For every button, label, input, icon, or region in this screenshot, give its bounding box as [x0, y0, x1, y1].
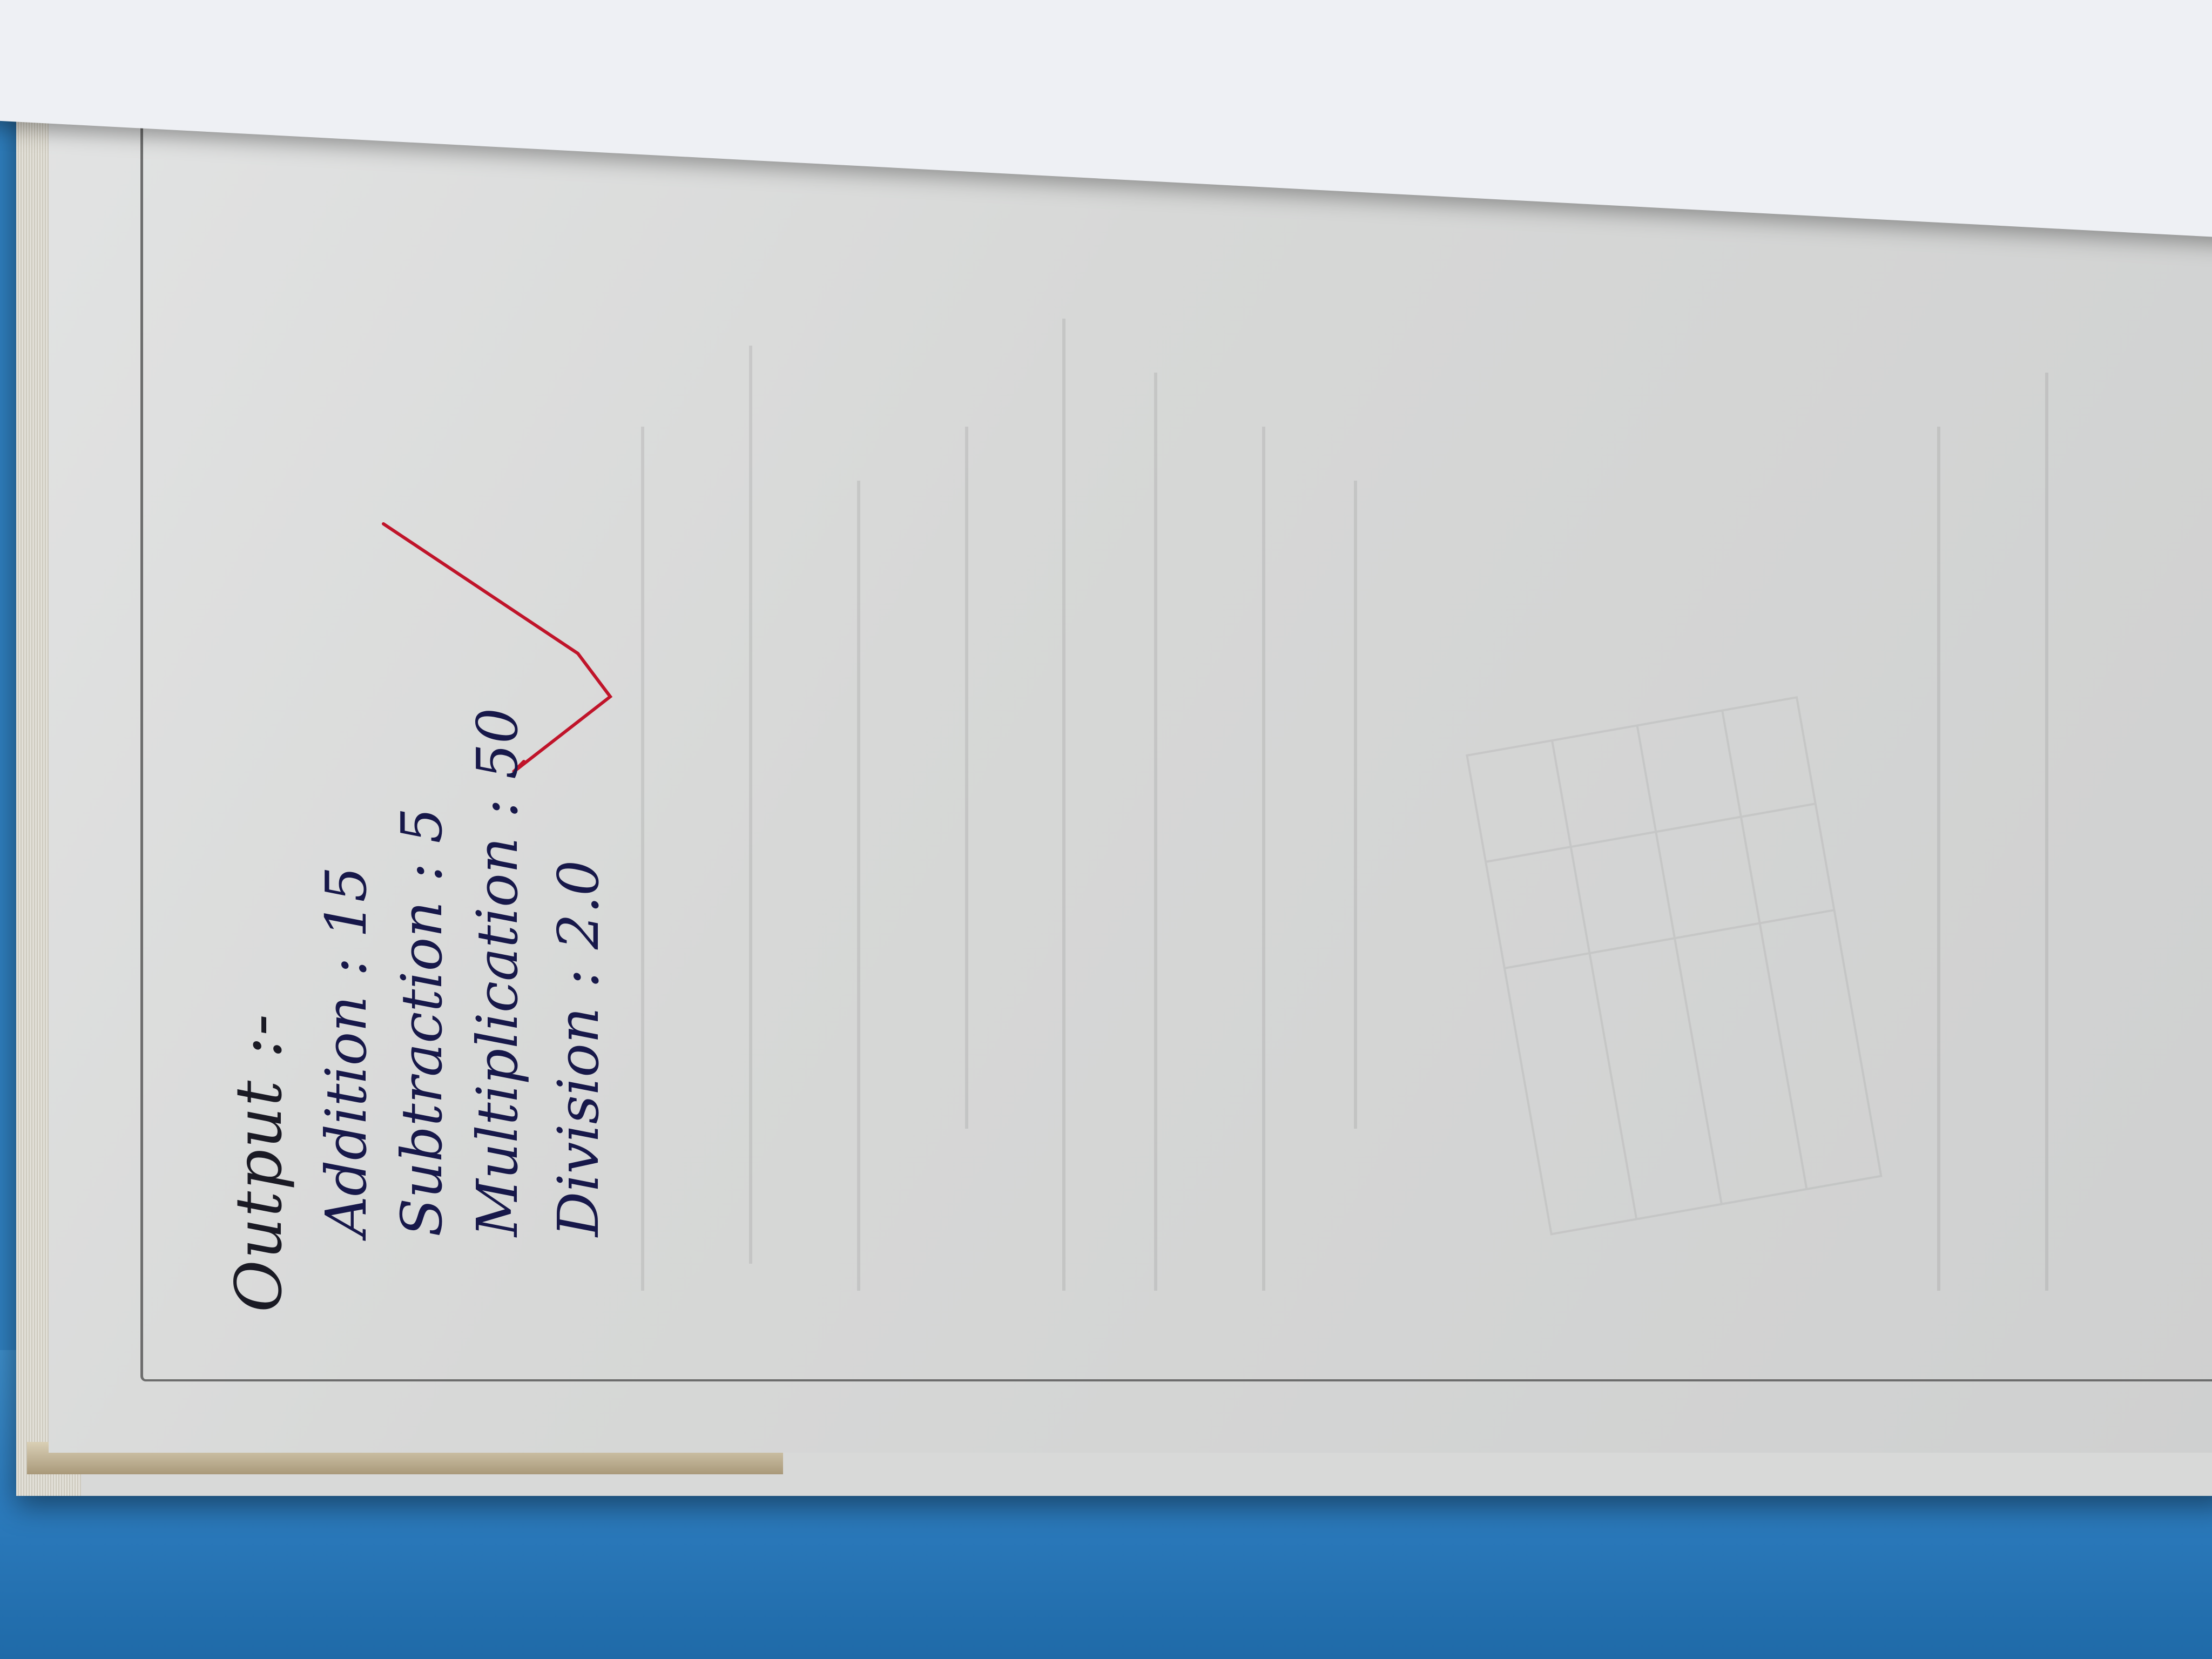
notebook	[16, 49, 2212, 1496]
multiplication-line	[464, 708, 530, 1237]
multiplication-separator: :	[464, 799, 530, 818]
addition-label: Addition	[313, 995, 379, 1237]
subtraction-value: 5	[389, 807, 455, 844]
addition-separator: :	[313, 957, 379, 976]
output-title: Output :-	[221, 1013, 296, 1312]
notebook-page	[49, 49, 2212, 1453]
division-separator: :	[545, 969, 611, 988]
division-label: Division	[545, 1007, 611, 1237]
division-value: 2.0	[545, 860, 611, 950]
addition-line	[313, 866, 379, 1237]
subtraction-label: Subtraction	[389, 901, 455, 1237]
multiplication-value: 50	[464, 707, 530, 780]
multiplication-label: Multiplication	[464, 837, 530, 1237]
addition-value: 15	[313, 866, 379, 938]
output-section	[211, 319, 805, 1345]
division-line	[545, 860, 611, 1237]
subtraction-separator: :	[389, 862, 455, 882]
subtraction-line	[389, 808, 455, 1237]
